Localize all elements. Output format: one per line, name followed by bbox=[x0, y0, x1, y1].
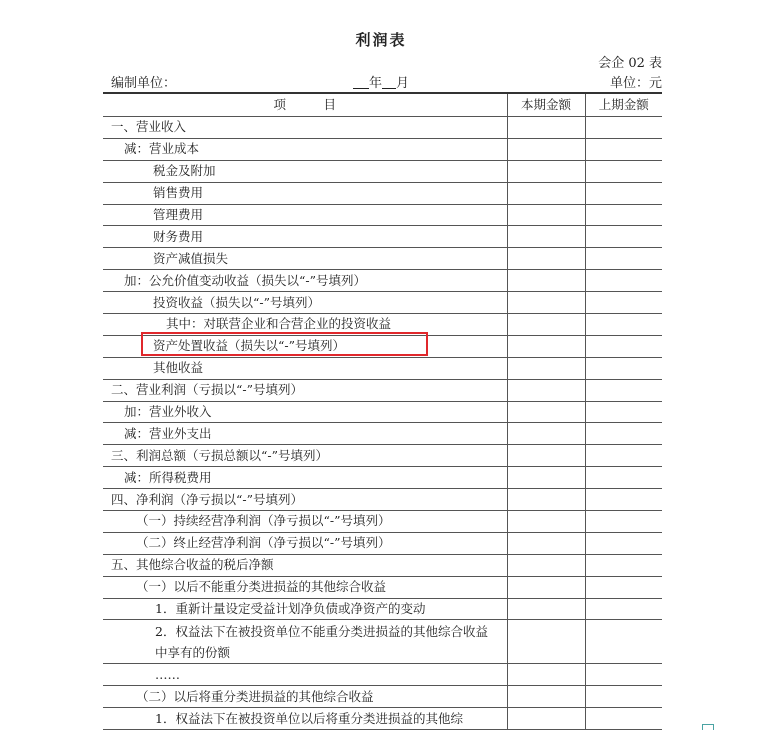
current-amount-cell[interactable] bbox=[507, 445, 585, 467]
table-row bbox=[103, 664, 662, 686]
table-row bbox=[103, 532, 662, 554]
current-amount-cell[interactable] bbox=[507, 664, 585, 686]
table-row bbox=[103, 598, 662, 620]
table-row bbox=[103, 379, 662, 401]
table-row bbox=[103, 423, 662, 445]
row-label: 其他收益 bbox=[103, 357, 507, 379]
current-amount-cell[interactable] bbox=[507, 204, 585, 226]
table-row bbox=[103, 357, 662, 379]
previous-amount-cell[interactable] bbox=[585, 292, 662, 314]
year-blank[interactable] bbox=[353, 75, 369, 89]
row-label: 四、净利润（净亏损以“-”号填列） bbox=[103, 489, 507, 511]
previous-amount-cell[interactable] bbox=[585, 664, 662, 686]
table-row bbox=[103, 686, 662, 708]
row-label: 一、营业收入 bbox=[103, 117, 507, 139]
previous-amount-cell[interactable] bbox=[585, 686, 662, 708]
previous-amount-cell[interactable] bbox=[585, 489, 662, 511]
report-title: 利润表 bbox=[355, 31, 407, 49]
current-amount-cell[interactable] bbox=[507, 182, 585, 204]
current-amount-cell[interactable] bbox=[507, 379, 585, 401]
row-label: 二、营业利润（亏损以“-”号填列） bbox=[103, 379, 507, 401]
row-label: （一）以后不能重分类进损益的其他综合收益 bbox=[103, 576, 507, 598]
table-row bbox=[103, 511, 662, 533]
current-amount-cell[interactable] bbox=[507, 423, 585, 445]
table-row bbox=[103, 445, 662, 467]
current-amount-cell[interactable] bbox=[507, 292, 585, 314]
previous-amount-cell[interactable] bbox=[585, 708, 662, 730]
column-header-item: 项 目 bbox=[103, 93, 507, 117]
previous-amount-cell[interactable] bbox=[585, 598, 662, 620]
row-label: 减：营业成本 bbox=[103, 138, 507, 160]
current-amount-cell[interactable] bbox=[507, 357, 585, 379]
column-header-previous-period: 上期金额 bbox=[585, 93, 662, 117]
table-row bbox=[103, 708, 662, 730]
month-blank[interactable] bbox=[382, 75, 396, 89]
table-row bbox=[103, 620, 662, 664]
income-statement-table bbox=[103, 92, 662, 730]
previous-amount-cell[interactable] bbox=[585, 576, 662, 598]
previous-amount-cell[interactable] bbox=[585, 554, 662, 576]
row-label: （二）以后将重分类进损益的其他综合收益 bbox=[103, 686, 507, 708]
previous-amount-cell[interactable] bbox=[585, 182, 662, 204]
row-label: （一）持续经营净利润（净亏损以“-”号填列） bbox=[103, 511, 507, 533]
table-row bbox=[103, 576, 662, 598]
current-amount-cell[interactable] bbox=[507, 620, 585, 664]
previous-amount-cell[interactable] bbox=[585, 445, 662, 467]
column-header-current-period: 本期金额 bbox=[507, 93, 585, 117]
corner-mark-icon bbox=[702, 724, 714, 730]
current-amount-cell[interactable] bbox=[507, 270, 585, 292]
current-amount-cell[interactable] bbox=[507, 117, 585, 139]
current-amount-cell[interactable] bbox=[507, 248, 585, 270]
current-amount-cell[interactable] bbox=[507, 598, 585, 620]
current-amount-cell[interactable] bbox=[507, 401, 585, 423]
table-row bbox=[103, 554, 662, 576]
previous-amount-cell[interactable] bbox=[585, 467, 662, 489]
previous-amount-cell[interactable] bbox=[585, 511, 662, 533]
previous-amount-cell[interactable] bbox=[585, 138, 662, 160]
table-header-row bbox=[103, 93, 662, 117]
form-code: 会企 02 表 bbox=[598, 56, 662, 71]
current-amount-cell[interactable] bbox=[507, 138, 585, 160]
previous-amount-cell[interactable] bbox=[585, 335, 662, 357]
previous-amount-cell[interactable] bbox=[585, 314, 662, 336]
table-row bbox=[103, 467, 662, 489]
previous-amount-cell[interactable] bbox=[585, 248, 662, 270]
table-row bbox=[103, 248, 662, 270]
row-label: 减：营业外支出 bbox=[103, 423, 507, 445]
previous-amount-cell[interactable] bbox=[585, 117, 662, 139]
previous-amount-cell[interactable] bbox=[585, 532, 662, 554]
month-label: 月 bbox=[396, 76, 410, 91]
previous-amount-cell[interactable] bbox=[585, 357, 662, 379]
table-row bbox=[103, 226, 662, 248]
row-label: 减：所得税费用 bbox=[103, 467, 507, 489]
previous-amount-cell[interactable] bbox=[585, 423, 662, 445]
current-amount-cell[interactable] bbox=[507, 226, 585, 248]
row-label: 三、利润总额（亏损总额以“-”号填列） bbox=[103, 445, 507, 467]
row-label: 加：营业外收入 bbox=[103, 401, 507, 423]
previous-amount-cell[interactable] bbox=[585, 379, 662, 401]
row-label: …… bbox=[103, 664, 507, 686]
row-label: 管理费用 bbox=[103, 204, 507, 226]
current-amount-cell[interactable] bbox=[507, 576, 585, 598]
table-row bbox=[103, 489, 662, 511]
table-row bbox=[103, 138, 662, 160]
current-amount-cell[interactable] bbox=[507, 160, 585, 182]
table-row bbox=[103, 117, 662, 139]
current-amount-cell[interactable] bbox=[507, 467, 585, 489]
year-label: 年 bbox=[369, 76, 383, 91]
row-label: 2．权益法下在被投资单位不能重分类进损益的其他综合收益中享有的份额 bbox=[103, 620, 507, 664]
report-period bbox=[353, 72, 409, 91]
current-amount-cell[interactable] bbox=[507, 314, 585, 336]
current-amount-cell[interactable] bbox=[507, 532, 585, 554]
previous-amount-cell[interactable] bbox=[585, 226, 662, 248]
row-label: 1．权益法下在被投资单位以后将重分类进损益的其他综 bbox=[103, 708, 507, 730]
current-amount-cell[interactable] bbox=[507, 511, 585, 533]
row-label: 销售费用 bbox=[103, 182, 507, 204]
current-amount-cell[interactable] bbox=[507, 708, 585, 730]
table-row bbox=[103, 182, 662, 204]
row-label: 财务费用 bbox=[103, 226, 507, 248]
previous-amount-cell[interactable] bbox=[585, 401, 662, 423]
row-label: 五、其他综合收益的税后净额 bbox=[103, 554, 507, 576]
prepared-by-label: 编制单位： bbox=[111, 76, 177, 91]
table-row bbox=[103, 204, 662, 226]
highlight-box bbox=[141, 332, 428, 356]
table-row bbox=[103, 270, 662, 292]
row-label: 其中：对联营企业和合营企业的投资收益 bbox=[103, 314, 507, 336]
previous-amount-cell[interactable] bbox=[585, 160, 662, 182]
current-amount-cell[interactable] bbox=[507, 554, 585, 576]
currency-unit: 单位：元 bbox=[609, 76, 662, 91]
row-label: 税金及附加 bbox=[103, 160, 507, 182]
row-label: 1．重新计量设定受益计划净负债或净资产的变动 bbox=[103, 598, 507, 620]
row-label: （二）终止经营净利润（净亏损以“-”号填列） bbox=[103, 532, 507, 554]
table-row bbox=[103, 160, 662, 182]
row-label: 资产处置收益（损失以“-”号填列） bbox=[103, 335, 507, 357]
previous-amount-cell[interactable] bbox=[585, 270, 662, 292]
current-amount-cell[interactable] bbox=[507, 335, 585, 357]
row-label: 加：公允价值变动收益（损失以“-”号填列） bbox=[103, 270, 507, 292]
current-amount-cell[interactable] bbox=[507, 686, 585, 708]
current-amount-cell[interactable] bbox=[507, 489, 585, 511]
row-label: 资产减值损失 bbox=[103, 248, 507, 270]
previous-amount-cell[interactable] bbox=[585, 620, 662, 664]
table-row bbox=[103, 401, 662, 423]
previous-amount-cell[interactable] bbox=[585, 204, 662, 226]
row-label: 投资收益（损失以“-”号填列） bbox=[103, 292, 507, 314]
table-row bbox=[103, 292, 662, 314]
